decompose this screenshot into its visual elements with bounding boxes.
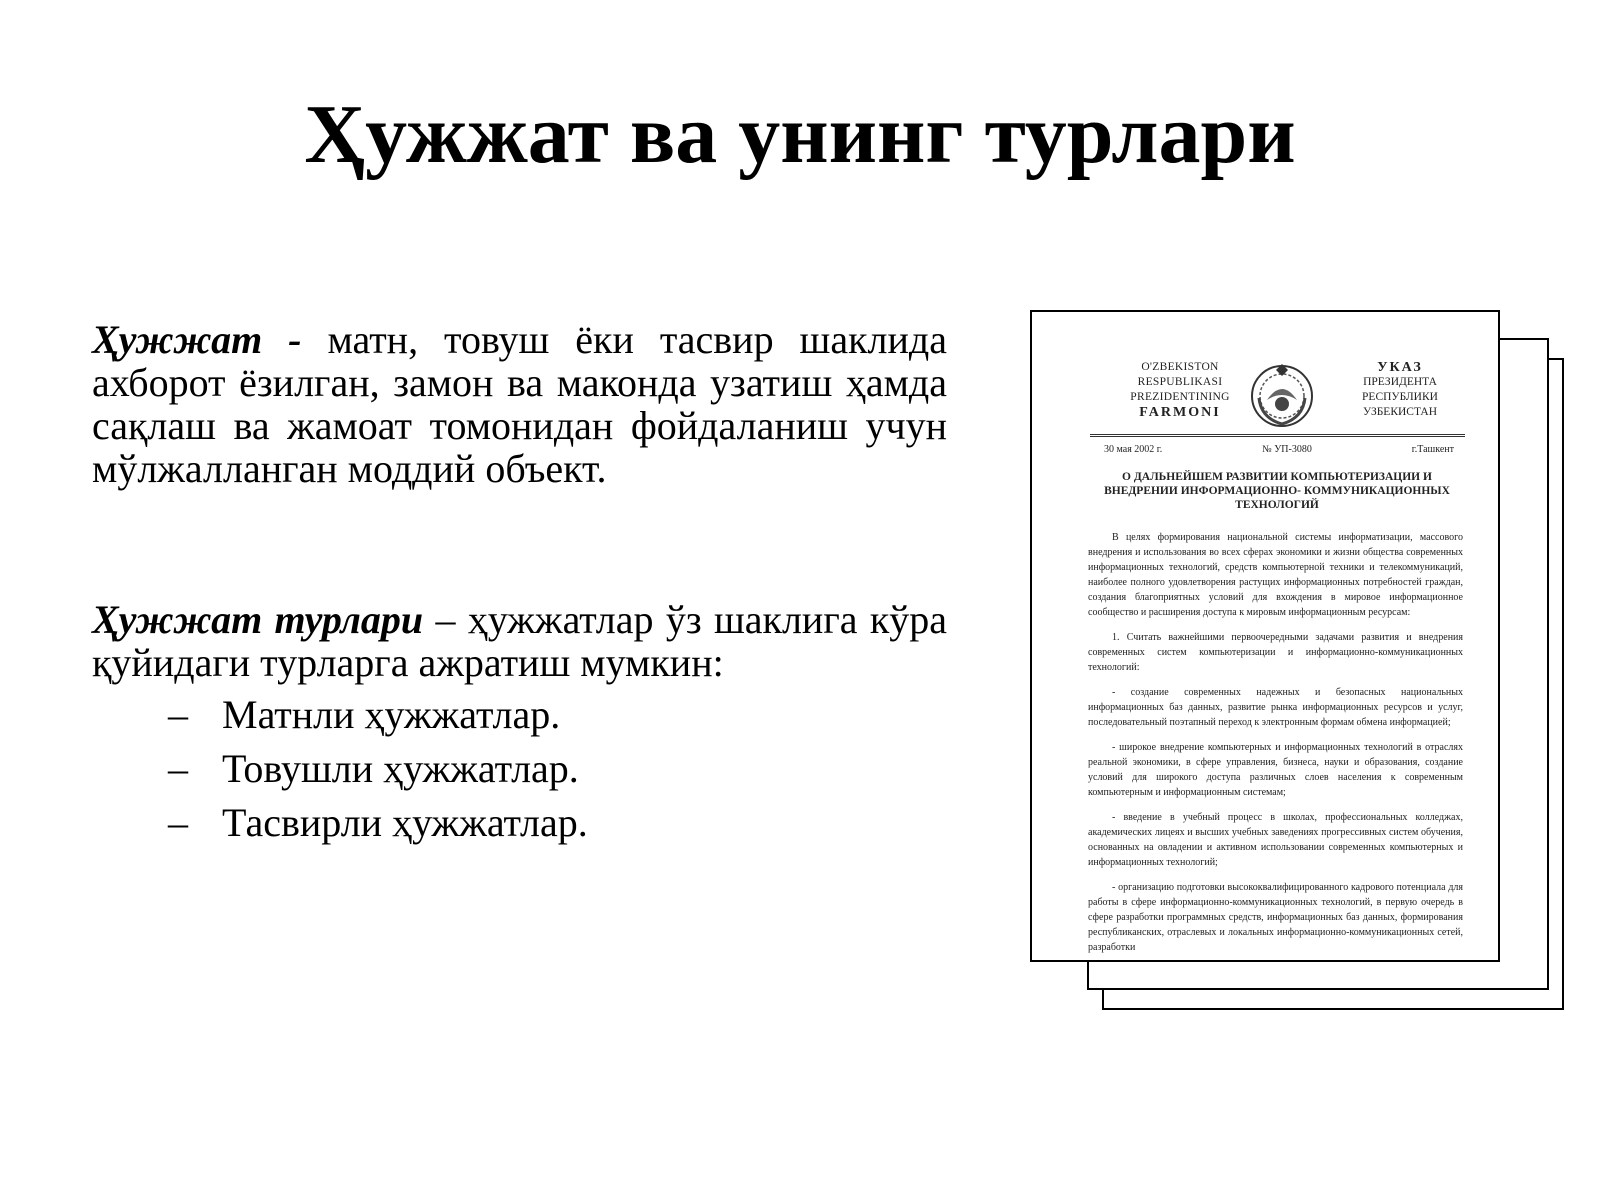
header-left: O'ZBEKISTON RESPUBLIKASI PREZIDENTINING FARMONI (1130, 361, 1230, 420)
document-paragraph: 1. Считать важнейшими первоочередными задачами развития и внедрения современных систем компьютеризации и информационно-коммуникационных технологий: (1088, 632, 1463, 673)
document-paragraph: - организацию подготовки высококвалифицированного кадрового потенциала для работы в сфере информационно-коммуникационных технологий, в первую очередь в сфере разработки программных средств, информационных баз данных, формирования республиканских, отраслевых и локальных информационно-коммуникационных сетей, разработки (1088, 882, 1463, 953)
list-item (168, 688, 868, 742)
dash-bullet: – (168, 746, 188, 791)
dash-bullet: – (168, 692, 188, 737)
document-meta (1104, 444, 1454, 455)
document-body (1088, 530, 1463, 962)
definition-paragraph (92, 318, 947, 490)
definition-term: Ҳужжат - (92, 317, 302, 362)
dash-bullet: – (168, 800, 188, 845)
document-header (1032, 360, 1498, 440)
list-item-text: Тасвирли ҳужжатлар. (222, 800, 588, 845)
document-place: г.Ташкент (1411, 444, 1454, 455)
document-paragraph: - введение в учебный процесс в школах, профессиональных колледжах, академических лицеях и высших учебных заведениях прогрессивных систем обучения, основанных на овладении и активном использовании современных компьютерных и информационных технологий; (1088, 812, 1463, 868)
document-paragraph: - создание современных надежных и безопасных национальных информационных баз данных, развитие рынка информационных ресурсов и услуг, последовательный поэтапный переход к электронным формам обмена информацией; (1088, 687, 1463, 728)
front-sheet (1030, 310, 1500, 962)
types-term: Ҳужжат турлари (92, 597, 424, 642)
header-divider (1090, 434, 1465, 437)
document-date: 30 мая 2002 г. (1104, 444, 1163, 455)
list-item (168, 742, 868, 796)
header-right: УКАЗ ПРЕЗИДЕНТА РЕСПУБЛИКИ УЗБЕКИСТАН (1362, 360, 1438, 418)
document-paragraph: В целях формирования национальной системы информатизации, массового внедрения и использования во всех сферах экономики и жизни общества современных информационных технологий, средств компьютерной техники и телекоммуникаций, наиболее полного удовлетворения растущих информационных потребностей граждан, создания благоприятных условий для вхождения в мировое информационное сообщество и расширения доступа к мировым информационным ресурсам: (1088, 532, 1463, 618)
types-paragraph (92, 598, 947, 684)
document-title: О ДАЛЬНЕЙШЕМ РАЗВИТИИ КОМПЬЮТЕРИЗАЦИИ И ВНЕДРЕНИИ ИНФОРМАЦИОННО- КОММУНИКАЦИОННЫХ ТЕХНОЛОГИЙ (1104, 471, 1450, 511)
document-paragraph: - широкое внедрение компьютерных и информационных технологий в отраслях реальной экономики, в сфере управления, бизнеса, науки и образования, создание условий для широкого доступа различных слоев населения к современным компьютерным и информационным системам; (1088, 742, 1463, 798)
list-item-text: Товушли ҳужжатлар. (222, 746, 579, 791)
state-emblem-icon (1247, 360, 1317, 430)
definition-text: матн, товуш ёки тасвир шаклида ахборот ёзилган, замон ва маконда узатиш ҳамда сақлаш ва жамоат томонидан фойдаланиш учун мўлжалланган моддий объект. (92, 317, 948, 491)
document-illustration (1030, 310, 1530, 1010)
list-item (168, 796, 868, 850)
document-types-list (168, 688, 868, 850)
page-title: Ҳужжат ва унинг турлари (304, 88, 1296, 181)
types-text: – ҳужжатлар ўз шаклига кўра қуйидаги турларга ажратиш мумкин: (92, 597, 948, 685)
list-item-text: Матнли ҳужжатлар. (222, 692, 561, 737)
document-number: № УП-3080 (1262, 444, 1312, 455)
